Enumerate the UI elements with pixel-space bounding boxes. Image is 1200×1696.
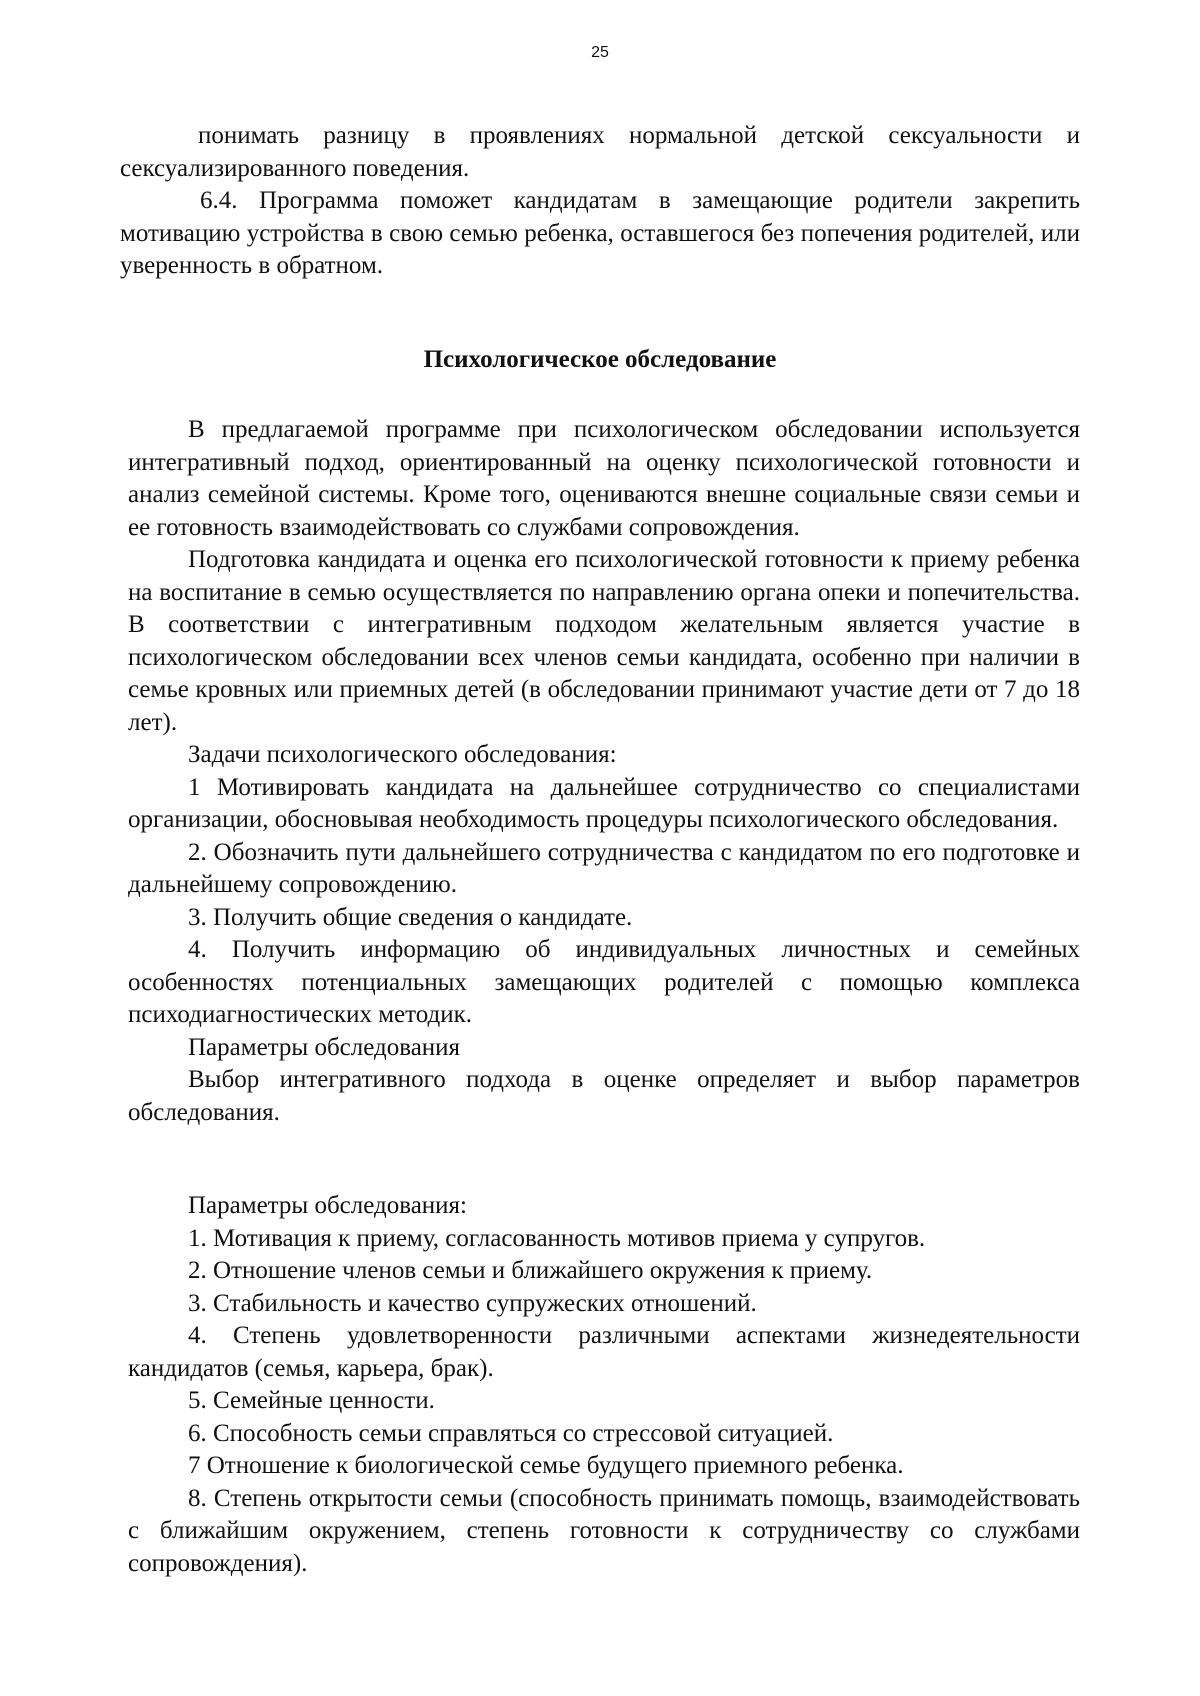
section-body bbox=[128, 414, 1080, 1129]
list-item: 2. Отношение членов семьи и ближайшего окружения к приему. bbox=[188, 1257, 873, 1284]
list-item: 2. Обозначить пути дальнейшего сотрудничества с кандидатом по его подготовке и дальнейшему сопровождению. bbox=[128, 838, 1080, 898]
paragraph: понимать разницу в проявлениях нормальной детской сексуальности и сексуализированного поведения. bbox=[120, 122, 1080, 182]
list-item: 4. Получить информацию об индивидуальных личностных и семейных особенностях потенциальных замещающих родителей с помощью комплекса психодиагностических методик. bbox=[128, 936, 1080, 1028]
paragraph: Подготовка кандидата и оценка его психологической готовности к приему ребенка на воспитание в семью осуществляется по направлению органа опеки и попечительства. В соответствии с интегративным подходом желательным является участие в психологическом обследовании всех членов семьи кандидата, особенно при наличии в семье кровных или приемных детей (в обследовании принимают участие дети от 7 до 18 лет). bbox=[128, 546, 1080, 736]
list-item: 5. Семейные ценности. bbox=[188, 1387, 435, 1414]
paragraph: В предлагаемой программе при психологическом обследовании используется интегративный подход, ориентированный на оценку психологической готовности и анализ семейной системы. Кроме того, оцениваются внешне социальные связи семьи и ее готовность взаимодействовать со службами сопровождения. bbox=[128, 416, 1080, 541]
list-item: 6. Способность семьи справляться со стрессовой ситуацией. bbox=[188, 1419, 834, 1447]
list-title: Параметры обследования: bbox=[188, 1192, 467, 1219]
list-item: 8. Степень открытости семьи (способность принимать помощь, взаимодействовать с ближайшим окружением, степень готовности к сотрудничеству со службами сопровождения). bbox=[128, 1484, 1080, 1577]
parameters-list bbox=[128, 1190, 1080, 1580]
list-item: 7 Отношение к биологической семье будущего приемного ребенка. bbox=[188, 1452, 904, 1479]
paragraph: Задачи психологического обследования: bbox=[188, 741, 617, 768]
list-item: 1. Мотивация к приему, согласованность мотивов приема у супругов. bbox=[188, 1224, 926, 1252]
list-item: 1 Мотивировать кандидата на дальнейшее сотрудничество со специалистами организации, обосновывая необходимость процедуры психологического обследования. bbox=[128, 773, 1080, 833]
intro-text-block bbox=[120, 120, 1080, 283]
list-item: 3. Получить общие сведения о кандидате. bbox=[188, 903, 633, 931]
paragraph: Выбор интегративного подхода в оценке определяет и выбор параметров обследования. bbox=[128, 1066, 1080, 1126]
paragraph: Параметры обследования bbox=[188, 1033, 461, 1061]
list-item: 3. Стабильность и качество супружеских отношений. bbox=[188, 1289, 757, 1317]
paragraph: 6.4. Программа поможет кандидатам в замещающие родители закрепить мотивацию устройства в свою семью ребенка, оставшегося без попечения родителей, или уверенность в обратном. bbox=[120, 187, 1080, 279]
section-heading: Психологическое обследование bbox=[423, 346, 777, 373]
list-item: 4. Степень удовлетворенности различными аспектами жизнедеятельности кандидатов (семья, карьера, брак). bbox=[128, 1322, 1080, 1382]
page-number: 25 bbox=[591, 44, 609, 61]
